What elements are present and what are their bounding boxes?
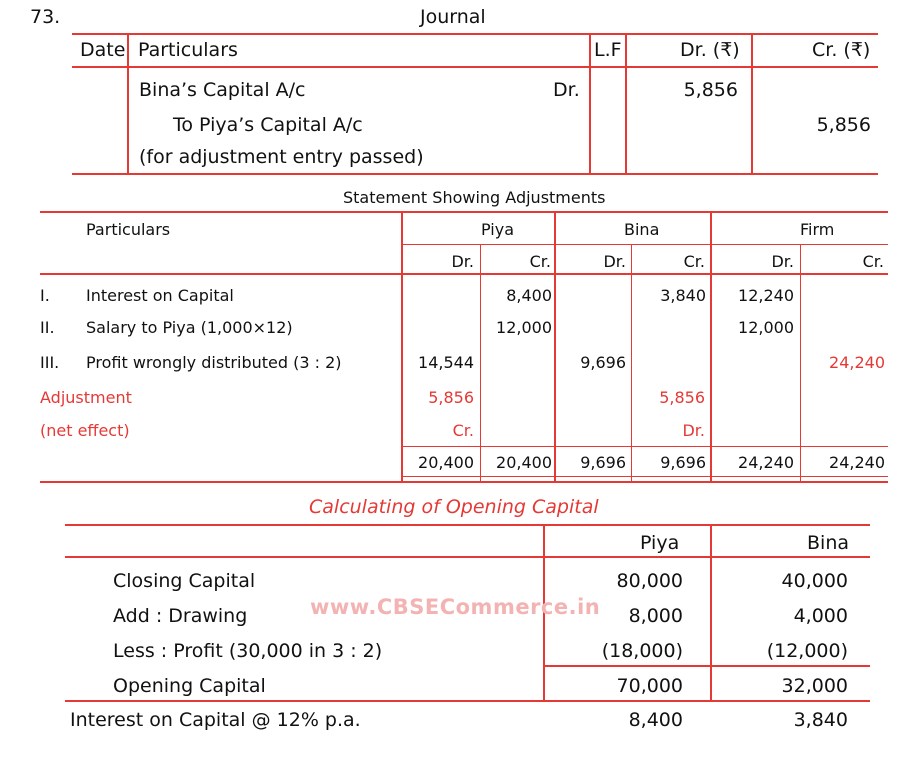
header-particulars: Particulars [138,39,238,61]
header-date: Date [80,39,126,61]
oc-bina-value: 40,000 [781,570,848,592]
row-label: Profit wrongly distributed (3 : 2) [86,353,342,372]
oc-bina-value: 4,000 [793,605,848,627]
interest-bina-value: 3,840 [793,709,848,731]
row-label: Interest on Capital [86,286,234,305]
debit-amount: 5,856 [683,79,738,101]
bina-cr-header: Cr. [683,252,705,271]
firm-dr-value: 12,000 [738,318,794,337]
watermark: www.CBSECommerce.in [310,595,601,619]
interest-piya-value: 8,400 [628,709,683,731]
credit-amount: 5,856 [816,114,871,136]
firm-cr-value: 24,240 [829,353,885,372]
credit-account: To Piya’s Capital A/c [173,114,363,136]
piya-cr-header: Cr. [529,252,551,271]
interest-label: Interest on Capital @ 12% p.a. [70,709,361,731]
narration: (for adjustment entry passed) [139,146,424,168]
firm-dr-value: 12,240 [738,286,794,305]
net-effect-label: (net effect) [40,421,130,440]
adj-header-particulars: Particulars [86,220,171,239]
piya-adjustment-value: 5,856 [428,388,474,407]
oc-header-piya: Piya [640,532,680,554]
piya-cr-value: 12,000 [496,318,552,337]
piya-dr-value: 14,544 [418,353,474,372]
bina-adjustment-type: Dr. [682,421,705,440]
oc-bina-value: (12,000) [766,640,848,662]
header-dr: Dr. (₹) [680,39,740,61]
header-cr: Cr. (₹) [812,39,871,61]
journal-title: Journal [420,6,486,28]
oc-row-label: Add : Drawing [113,605,248,627]
adj-header-bina: Bina [624,220,660,239]
row-number: II. [40,318,55,337]
adj-header-piya: Piya [481,220,515,239]
oc-bina-value: 32,000 [781,675,848,697]
row-number: I. [40,286,50,305]
oc-row-label: Less : Profit (30,000 in 3 : 2) [113,640,383,662]
dr-marker: Dr. [553,79,580,101]
firm-cr-total: 24,240 [829,453,885,472]
oc-piya-value: (18,000) [601,640,683,662]
row-label: Salary to Piya (1,000×12) [86,318,293,337]
piya-dr-total: 20,400 [418,453,474,472]
bina-cr-value: 3,840 [660,286,706,305]
firm-cr-header: Cr. [862,252,884,271]
header-lf: L.F [594,39,622,61]
row-number: III. [40,353,60,372]
firm-dr-header: Dr. [771,252,794,271]
bina-adjustment-value: 5,856 [659,388,705,407]
adj-header-firm: Firm [800,220,835,239]
firm-dr-total: 24,240 [738,453,794,472]
bina-dr-total: 9,696 [580,453,626,472]
bina-dr-header: Dr. [603,252,626,271]
piya-dr-header: Dr. [451,252,474,271]
question-number: 73. [30,6,61,28]
adjustment-label: Adjustment [40,388,132,407]
oc-piya-value: 8,000 [628,605,683,627]
oc-piya-value: 70,000 [616,675,683,697]
bina-cr-total: 9,696 [660,453,706,472]
bina-dr-value: 9,696 [580,353,626,372]
piya-cr-value: 8,400 [506,286,552,305]
debit-account: Bina’s Capital A/c [139,79,306,101]
adjustments-title: Statement Showing Adjustments [343,188,606,207]
piya-adjustment-type: Cr. [452,421,474,440]
oc-row-label: Closing Capital [113,570,256,592]
oc-piya-value: 80,000 [616,570,683,592]
oc-row-label: Opening Capital [113,675,266,697]
opening-capital-title: Calculating of Opening Capital [309,496,599,518]
oc-header-bina: Bina [807,532,849,554]
piya-cr-total: 20,400 [496,453,552,472]
